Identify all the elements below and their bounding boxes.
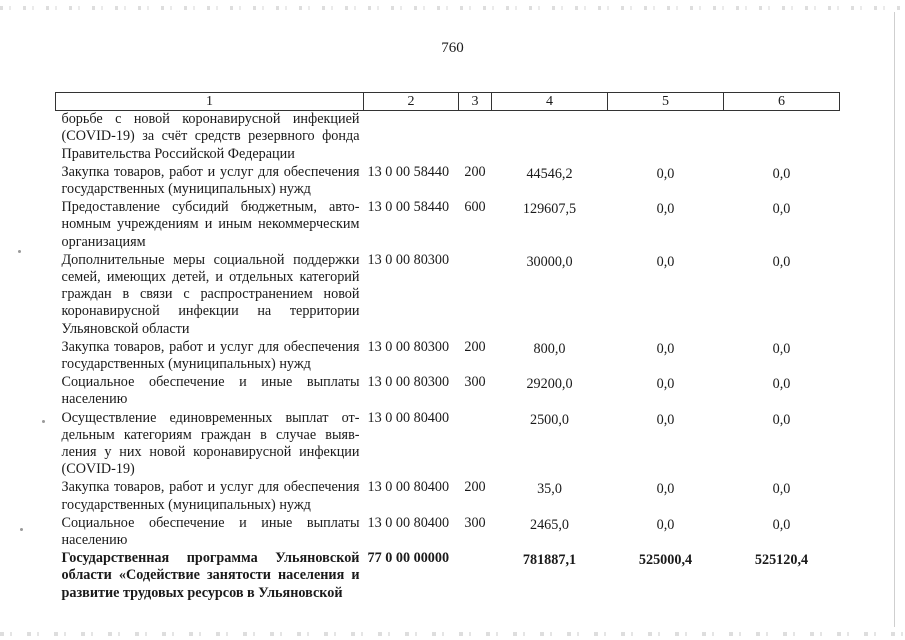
row-amount-col4: 35,0 xyxy=(537,481,562,498)
table-row xyxy=(56,479,840,514)
column-header: 4 xyxy=(492,93,608,111)
row-amount-col6 xyxy=(724,111,840,164)
table-row xyxy=(56,199,840,252)
row-target-code: 13 0 00 80400 xyxy=(367,409,450,426)
row-description: Предоставление субсидий бюджетным, автономным учреждениям и иным некоммерческим организациям xyxy=(61,199,360,250)
row-amount-col5 xyxy=(608,111,724,164)
row-amount-col6: 0,0 xyxy=(772,376,791,393)
row-amount-col6: 0,0 xyxy=(772,201,791,218)
column-header: 3 xyxy=(459,93,492,111)
row-amount-col6: 0,0 xyxy=(772,411,791,428)
table-row xyxy=(56,111,840,164)
row-target-code xyxy=(364,111,459,164)
row-target-code: 13 0 00 80300 xyxy=(367,251,450,268)
row-amount-col5: 0,0 xyxy=(656,481,675,498)
column-header: 2 xyxy=(364,93,459,111)
table-row xyxy=(56,164,840,199)
row-description: Социальное обеспечение и иные выплаты населению xyxy=(61,374,360,408)
column-header: 5 xyxy=(608,93,724,111)
row-amount-col6: 0,0 xyxy=(772,481,791,498)
row-amount-col6: 0,0 xyxy=(772,253,791,270)
row-amount-col4: 129607,5 xyxy=(522,201,577,218)
budget-table xyxy=(55,92,840,603)
table-row xyxy=(56,410,840,480)
row-description: Закупка товаров, работ и услуг для обеспечения государственных (муниципальных) нужд xyxy=(61,479,360,513)
scan-dot xyxy=(18,250,21,253)
row-amount-col5: 0,0 xyxy=(656,340,675,357)
row-amount-col4: 781887,1 xyxy=(522,552,577,569)
table-row xyxy=(56,252,840,339)
row-expense-type: 200 xyxy=(464,163,486,180)
column-header: 1 xyxy=(56,93,364,111)
column-header: 6 xyxy=(724,93,840,111)
scan-noise-top xyxy=(0,6,905,10)
row-expense-type: 300 xyxy=(464,514,486,531)
row-amount-col5: 0,0 xyxy=(656,516,675,533)
row-expense-type xyxy=(459,410,492,480)
page-number: 760 xyxy=(441,40,464,56)
row-amount-col5: 0,0 xyxy=(656,201,675,218)
row-expense-type xyxy=(459,111,492,164)
row-amount-col5: 0,0 xyxy=(656,376,675,393)
row-target-code: 13 0 00 80400 xyxy=(367,514,450,531)
row-amount-col4: 2465,0 xyxy=(529,516,569,533)
row-target-code: 13 0 00 80400 xyxy=(367,479,450,496)
row-amount-col4: 2500,0 xyxy=(529,411,569,428)
table-row xyxy=(56,515,840,550)
row-description: Дополнительные меры социальной поддержки семей, имеющих детей, и отдельных категорий граждан в связи с распространением новой коронавирусной инфекции на территории Ульяновской области xyxy=(61,251,360,337)
scan-dot xyxy=(20,528,23,531)
row-description: Государственная программа Ульяновской области «Содействие занятости населения и развитие трудовых ресурсов в Ульяновской xyxy=(61,550,360,601)
table-row xyxy=(56,550,840,603)
scan-noise-bottom xyxy=(0,632,905,636)
row-description: Закупка товаров, работ и услуг для обеспечения государственных (муниципальных) нужд xyxy=(61,163,360,198)
row-expense-type: 200 xyxy=(464,338,486,355)
row-amount-col5: 0,0 xyxy=(656,253,675,270)
row-amount-col6: 525120,4 xyxy=(754,552,809,569)
row-target-code: 13 0 00 58440 xyxy=(367,199,450,216)
row-amount-col4 xyxy=(492,111,608,164)
row-amount-col6: 0,0 xyxy=(772,165,791,182)
row-amount-col4: 30000,0 xyxy=(526,253,573,270)
row-target-code: 13 0 00 58440 xyxy=(367,163,450,180)
table-body xyxy=(56,111,840,603)
row-amount-col4: 44546,2 xyxy=(526,165,573,182)
row-expense-type xyxy=(459,252,492,339)
row-amount-col4: 29200,0 xyxy=(526,376,573,393)
row-description: борьбе с новой коронавирусной инфекцией (COVID-19) за счёт средств резервного фонда Правительства Российской Федерации xyxy=(61,111,360,162)
row-expense-type: 300 xyxy=(464,374,486,391)
scan-edge-right xyxy=(894,12,895,627)
table-header xyxy=(56,93,840,111)
row-description: Осуществление единовременных выплат отдельным категориям граждан в случае выявления у них новой коронавирусной инфекции (COVID-19) xyxy=(61,409,360,478)
row-amount-col5: 0,0 xyxy=(656,165,675,182)
row-target-code: 13 0 00 80300 xyxy=(367,338,450,355)
row-target-code: 13 0 00 80300 xyxy=(367,374,450,391)
row-expense-type: 600 xyxy=(464,199,486,216)
row-amount-col4: 800,0 xyxy=(533,340,566,357)
row-target-code: 77 0 00 00000 xyxy=(367,550,450,567)
row-description: Социальное обеспечение и иные выплаты населению xyxy=(61,514,360,549)
row-amount-col5: 525000,4 xyxy=(638,552,693,569)
table-row xyxy=(56,339,840,374)
row-amount-col6: 0,0 xyxy=(772,340,791,357)
row-expense-type xyxy=(459,550,492,603)
row-amount-col6: 0,0 xyxy=(772,516,791,533)
row-description: Закупка товаров, работ и услуг для обеспечения государственных (муниципальных) нужд xyxy=(61,338,360,373)
row-expense-type: 200 xyxy=(464,479,486,496)
table-row xyxy=(56,374,840,409)
scan-dot xyxy=(42,420,45,423)
row-amount-col5: 0,0 xyxy=(656,411,675,428)
